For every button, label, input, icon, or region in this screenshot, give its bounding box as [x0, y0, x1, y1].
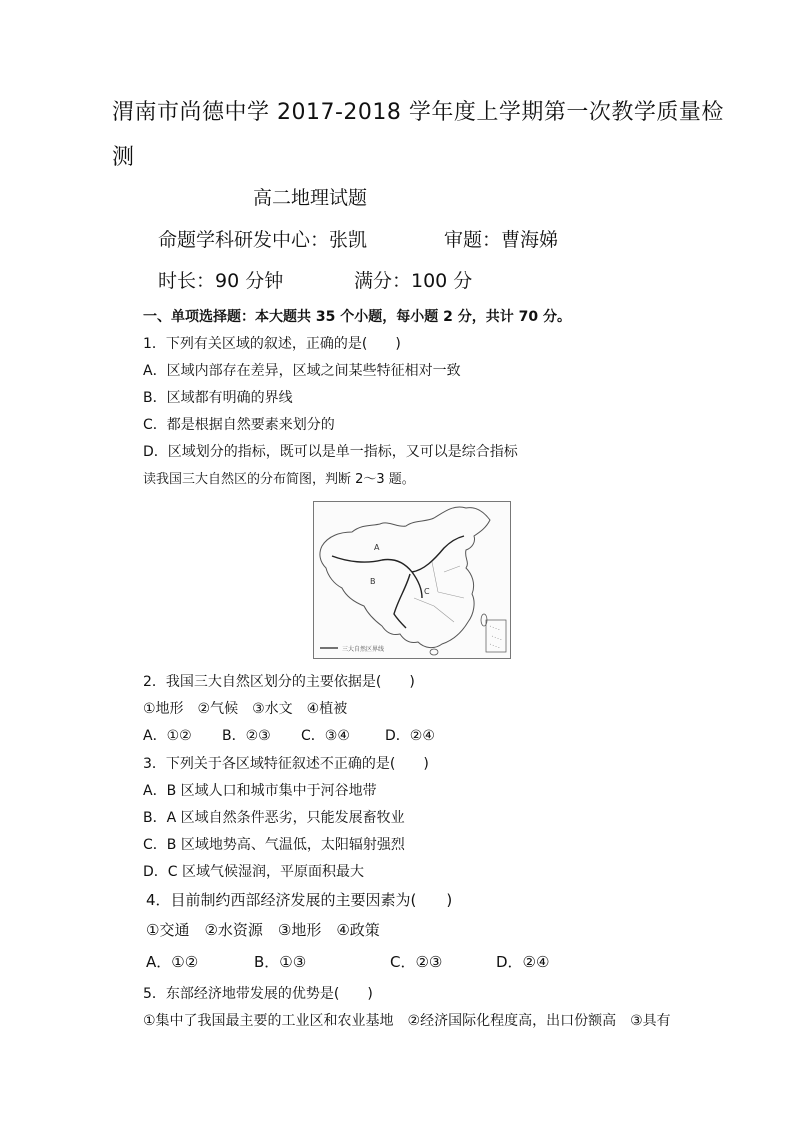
section-heading: 一、单项选择题：本大题共 35 个小题，每小题 2 分，共计 70 分。: [143, 309, 571, 325]
china-regions-map: [313, 501, 511, 659]
full-score-info: 满分：100 分: [354, 270, 473, 292]
region-boundary-b-c: [394, 574, 410, 628]
question-4-option-b: B．①③: [254, 953, 307, 971]
question-4-option-c: C．②③: [390, 953, 443, 971]
question-4-option-a: A．①②: [146, 953, 199, 971]
legend-label: 三大自然区界线: [342, 646, 385, 653]
question-4-option-d: D．②④: [496, 953, 550, 971]
question-3-option-d: D．C 区域气候湿润，平原面积最大: [143, 864, 365, 880]
question-1-option-c: C．都是根据自然要素来划分的: [143, 417, 335, 433]
region-label-c: C: [424, 587, 430, 596]
duration-info: 时长：90 分钟: [158, 270, 284, 292]
exam-title-line1: 渭南市尚德中学 2017-2018 学年度上学期第一次教学质量检: [112, 100, 724, 125]
question-3-option-b: B．A 区域自然条件恶劣，只能发展畜牧业: [143, 810, 405, 826]
question-1-option-d: D．区域划分的指标，既可以是单一指标，又可以是综合指标: [143, 444, 518, 460]
question-2-factors: ①地形 ②气候 ③水文 ④植被: [143, 701, 348, 717]
hainan-island: [430, 649, 438, 655]
exam-title-line2: 测: [112, 145, 135, 170]
exam-subtitle: 高二地理试题: [253, 187, 368, 209]
question-3-stem: 3．下列关于各区域特征叙述不正确的是( ): [143, 756, 429, 772]
question-2-option-b: B．②③: [222, 728, 271, 744]
question-2-option-c: C．③④: [301, 728, 350, 744]
question-2-option-d: D．②④: [385, 728, 435, 744]
setter-info: 命题学科研发中心：张凯: [158, 229, 368, 251]
question-4-stem: 4．目前制约西部经济发展的主要因素为( ): [146, 891, 453, 909]
question-1-option-a: A．区域内部存在差异，区域之间某些特征相对一致: [143, 363, 461, 379]
inset-dots: [490, 626, 502, 648]
region-label-b: B: [370, 577, 376, 586]
region-boundary-east: [412, 536, 464, 572]
region-label-a: A: [374, 543, 380, 552]
question-5-line2: ①集中了我国最主要的工业区和农业基地 ②经济国际化程度高，出口份额高 ③具有: [143, 1013, 671, 1029]
question-1-stem: 1．下列有关区域的叙述，正确的是( ): [143, 336, 401, 352]
south-china-sea-inset: [486, 620, 506, 652]
question-3-option-a: A．B 区域人口和城市集中于河谷地带: [143, 783, 377, 799]
map-intro: 读我国三大自然区的分布简图，判断 2～3 题。: [143, 472, 415, 487]
question-1-option-b: B．区域都有明确的界线: [143, 390, 293, 406]
china-map-svg: [314, 502, 510, 658]
question-2-option-a: A．①②: [143, 728, 192, 744]
question-2-stem: 2．我国三大自然区划分的主要依据是( ): [143, 674, 415, 690]
question-4-factors: ①交通 ②水资源 ③地形 ④政策: [146, 921, 380, 939]
reviewer-info: 审题：曹海娣: [444, 229, 559, 251]
question-3-option-c: C．B 区域地势高、气温低，太阳辐射强烈: [143, 837, 405, 853]
question-5-stem: 5．东部经济地带发展的优势是( ): [143, 986, 373, 1002]
